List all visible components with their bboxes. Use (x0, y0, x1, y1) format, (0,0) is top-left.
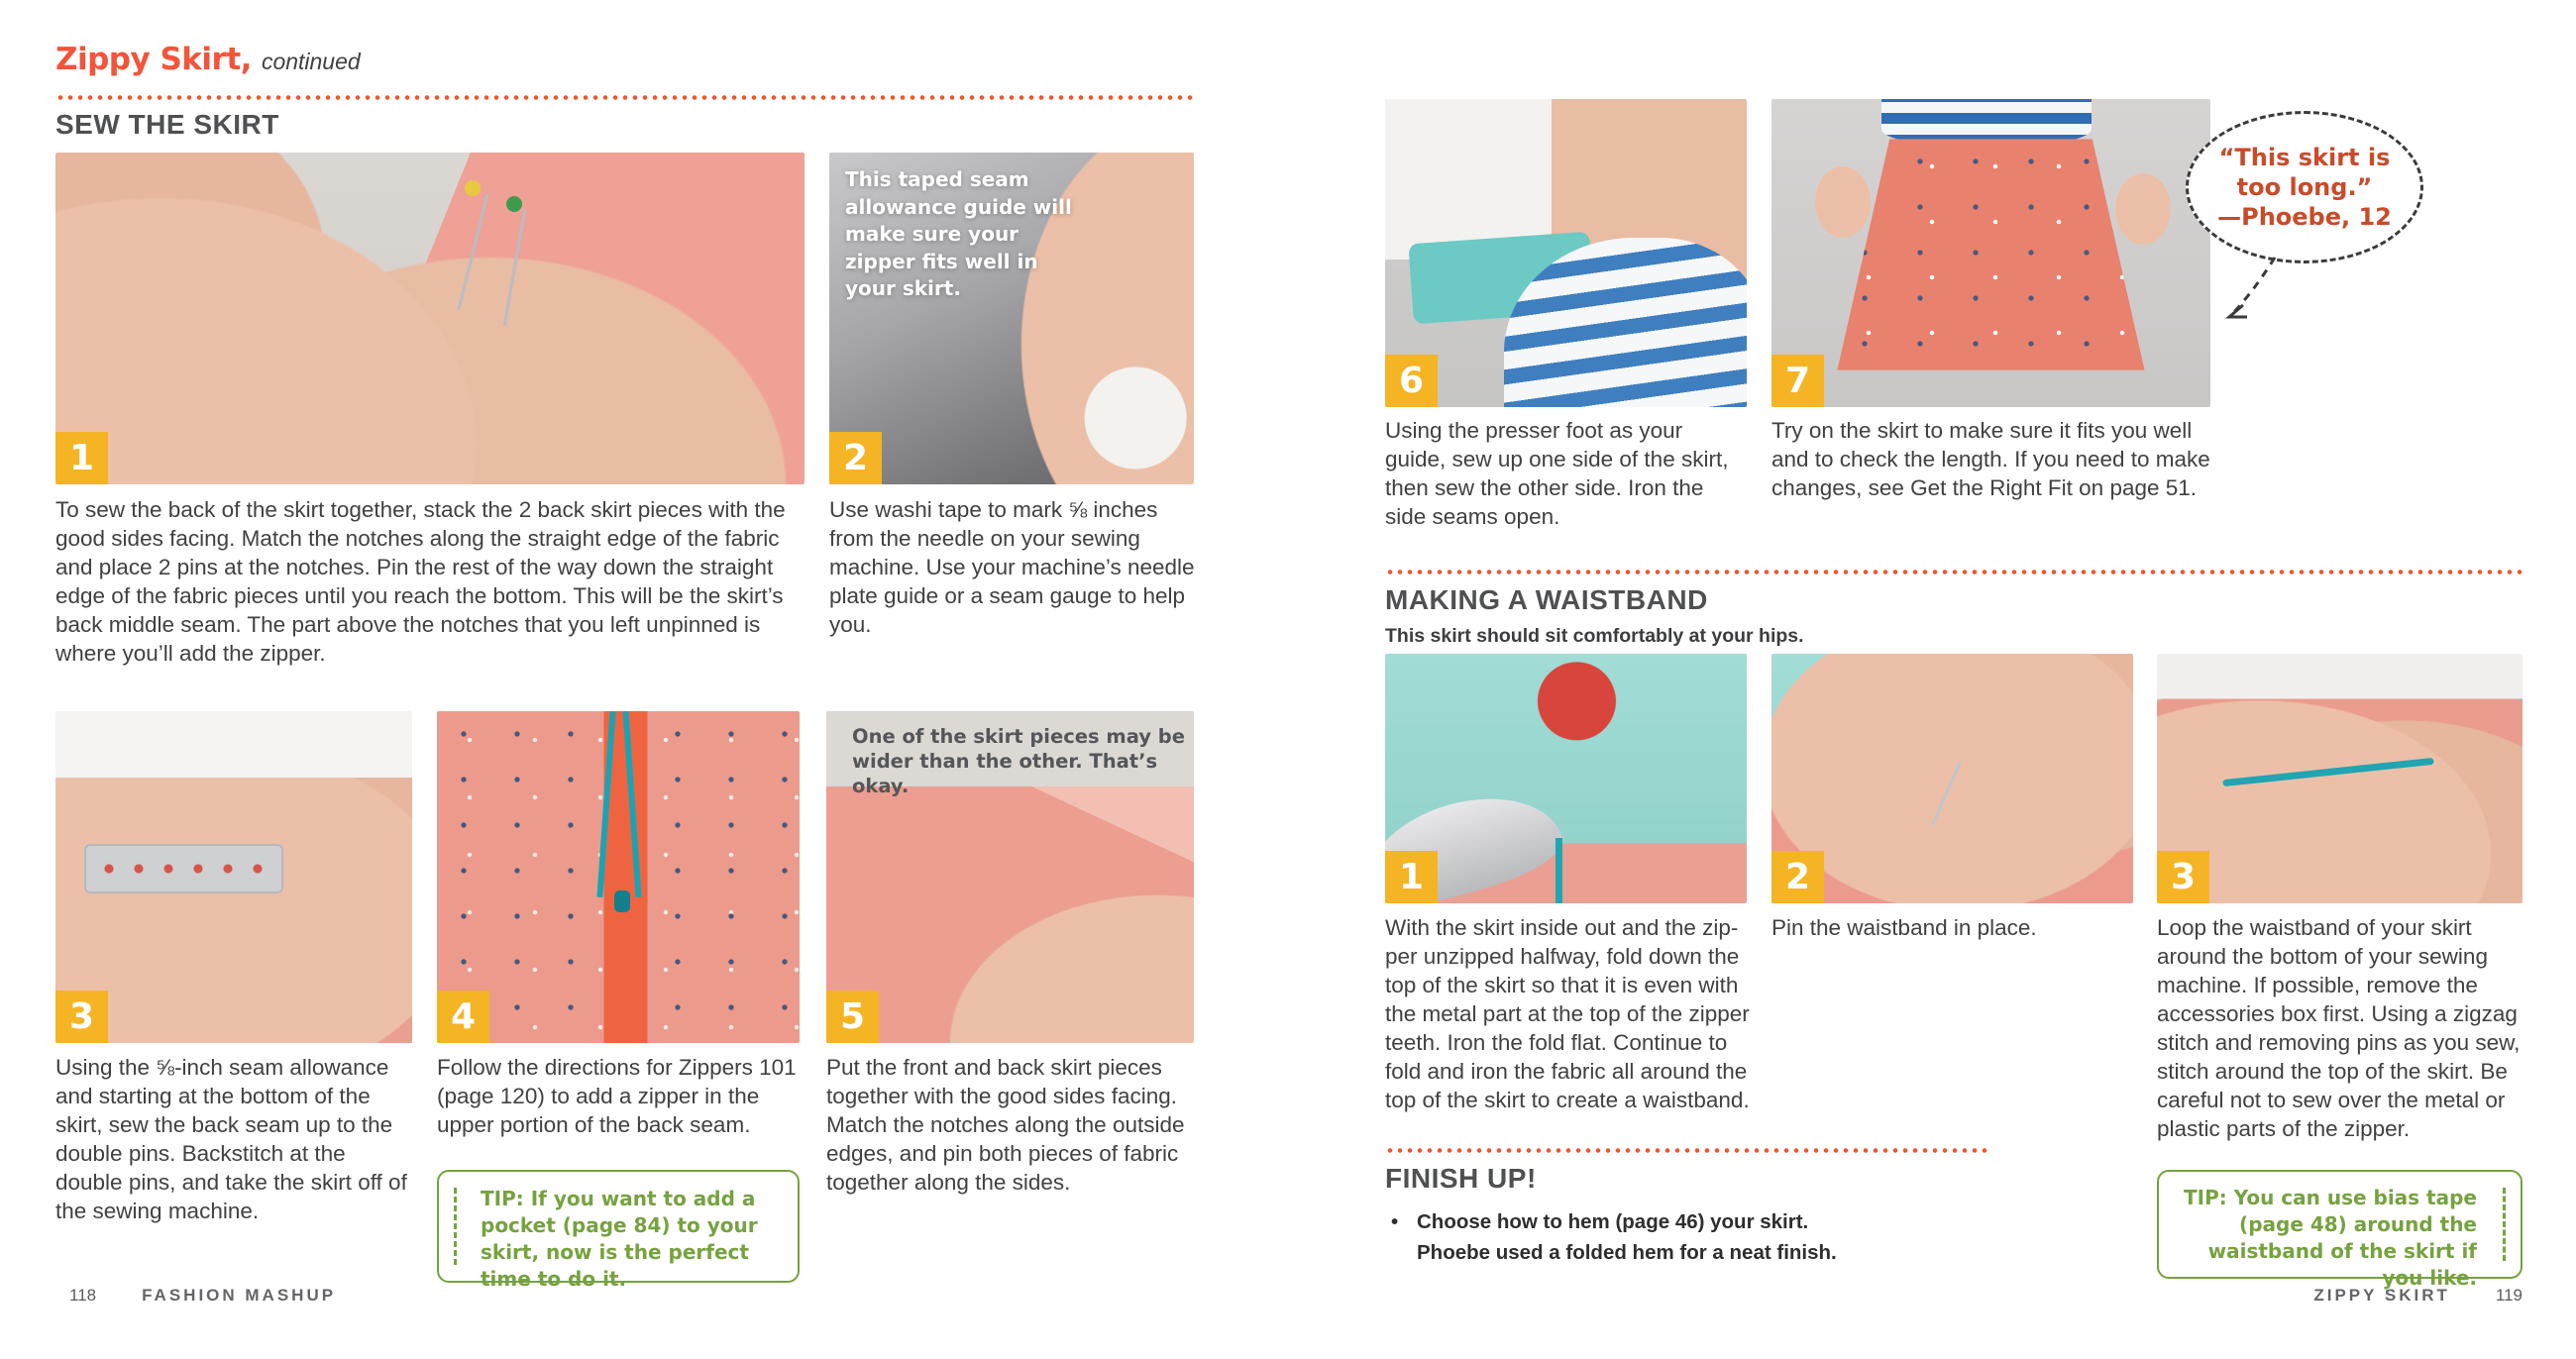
hand-shape (1815, 166, 1871, 238)
zipper-tape-shape (597, 711, 616, 897)
book-title: FASHION MASHUP (142, 1286, 337, 1305)
chapter-continued-label: continued (261, 49, 361, 74)
step-7-text: Try on the skirt to make sure it fits you well and to check the length. If you need to make changes, see Get the Right Fit on page 51. (1771, 418, 2210, 500)
finish-line-1: Choose how to hem (page 46) your skirt. (1417, 1210, 1809, 1233)
photo-step-6-sewing-sides (1385, 99, 1747, 407)
chapter-footer-title: ZIPPY SKIRT (2313, 1286, 2450, 1305)
step-badge: 4 (437, 991, 489, 1043)
tip-label: TIP: (2183, 1186, 2227, 1209)
page-number: 119 (2495, 1286, 2522, 1305)
striped-shirt-shape (1881, 99, 2093, 146)
photo-waistband-2-pinning (1771, 654, 2133, 903)
step-badge: 6 (1385, 355, 1438, 407)
zipper-shape (2223, 758, 2435, 786)
step-badge: 3 (55, 991, 108, 1043)
section-title-making-a-waistband: MAKING A WAISTBAND (1385, 584, 1708, 615)
photo-caption-bar: One of the skirt pieces may be wider than the other. That’s okay. (826, 711, 1194, 786)
step-badge: 2 (1771, 851, 1824, 903)
dotted-divider (55, 95, 1194, 100)
step-6-text: Using the presser foot as your guide, sew up one side of the skirt, then sew the other side. Iron the side seams open. (1385, 418, 1729, 529)
tip-text (2180, 1185, 2477, 1292)
chapter-title: Zippy Skirt, (55, 42, 252, 77)
speech-line: —Phoebe, 12 (2217, 203, 2392, 231)
photo-waistband-3-stitching (2157, 654, 2522, 903)
zipper-tape-shape (622, 711, 641, 897)
bullet-icon: • (1391, 1210, 1399, 1233)
pin-shape (503, 209, 527, 327)
section-title-finish-up: FINISH UP! (1385, 1163, 1537, 1194)
step-badge: 1 (1385, 851, 1438, 903)
pin-shape (458, 193, 489, 309)
photo-step-4-zipper (437, 711, 800, 1043)
zipper-pull-shape (614, 890, 630, 912)
speech-line: “This skirt is (2218, 144, 2391, 171)
coral-skirt-shape (1837, 139, 2144, 369)
photo-step-5-stacked-pieces (826, 711, 1194, 1043)
step-badge: 7 (1771, 355, 1824, 407)
dotted-divider (1385, 1148, 1991, 1153)
tip-text (481, 1186, 780, 1293)
speech-bubble (2186, 111, 2423, 263)
photo-step-7-try-on-skirt (1771, 99, 2210, 407)
footer-right (2313, 1286, 2522, 1306)
photo-step-3-sewing-seam (55, 711, 412, 1043)
page-number: 118 (69, 1286, 97, 1305)
step-5-text: Put the front and back skirt pieces together with the good sides facing. Match the notches along the outside edges, and pin both pieces of fabric together along the sides. (826, 1055, 1185, 1195)
finish-bullet-line (1391, 1206, 2025, 1237)
tip-dashed-rule (454, 1188, 457, 1265)
dotted-divider (1385, 570, 2522, 575)
pin-head-green-shape (506, 196, 522, 212)
tip-label: TIP: (481, 1187, 524, 1210)
photo-step-1-pinning-fabric (55, 153, 805, 484)
pin-shape (1931, 761, 1962, 825)
waistband-subtitle: This skirt should sit comfortably at your hips. (1385, 625, 1804, 647)
step-4-text: Follow the directions for Zippers 101 (page 120) to add a zipper in the upper portion of the back seam. (437, 1055, 797, 1137)
tip-body: You can use bias tape (page 48) around the waistband of the skirt if you like. (2207, 1186, 2477, 1290)
step-badge: 3 (2157, 851, 2209, 903)
zipper-shape (1556, 838, 1562, 903)
waistband-step-2-text: Pin the waistband in place. (1771, 915, 2037, 940)
page-header (55, 42, 361, 77)
pin-head-yellow-shape (465, 180, 481, 196)
photo-step-2-washi-tape (829, 153, 1194, 484)
step-badge: 5 (826, 991, 879, 1043)
speech-bubble-tail-icon (2217, 256, 2295, 327)
footer-left (69, 1286, 336, 1306)
finish-line-2: Phoebe used a folded hem for a neat finish. (1417, 1241, 1837, 1264)
step-1-text: To sew the back of the skirt together, stack the 2 back skirt pieces with the good sides facing. Match the notches along the straight edge of the fabric and place 2 pins at the notches. Pin the rest of the way down the straight edge of the fabric pieces until you reach the bottom. This will be the skirt’s back middle seam. The part above the notches that you left unpinned is where you’ll add the zipper. (55, 497, 786, 666)
finish-up-list (1391, 1206, 2025, 1268)
tip-box-bias-tape (2157, 1170, 2522, 1290)
tip-dashed-rule (2503, 1188, 2506, 1261)
photo-caption-overlay: This taped seam allowance guide will make sure your zipper fits well in your skirt. (845, 167, 1072, 300)
step-3-text: Using the ⅝-inch seam allowance and starting at the bottom of the skirt, sew the back seam up to the double pins. Backstitch at the double pins, and take the skirt off of the sewing machine. (55, 1055, 407, 1223)
photo-waistband-1-ironing (1385, 654, 1747, 903)
step-2-text: Use washi tape to mark ⅝ inches from the needle on your sewing machine. Use your machine’s needle plate guide or a seam gauge to help you. (829, 497, 1195, 637)
step-badge: 2 (829, 432, 882, 484)
step-badge: 1 (55, 432, 108, 484)
tip-box-pocket (437, 1170, 800, 1291)
needle-plate-shape (84, 844, 284, 893)
hand-shape (2115, 173, 2171, 245)
tip-body: If you want to add a pocket (page 84) to your skirt, now is the perfect time to do it. (481, 1187, 758, 1291)
section-title-sew-the-skirt: SEW THE SKIRT (55, 109, 279, 140)
speech-line: too long.” (2236, 173, 2373, 201)
waistband-step-1-text: With the skirt inside out and the zip-per unzipped halfway, fold down the top of the skirt so that it is even with the metal part at the top of the zipper teeth. Iron the fold flat. Continue to fold and iron the fabric all around the top of the skirt to create a waistband. (1385, 915, 1750, 1112)
waistband-step-3-text: Loop the waistband of your skirt around the bottom of your sewing machine. If possible, remove the accessories box first. Using a zigzag stitch and removing pins as you sew, stitch around the top of the skirt. Be careful not to sew over the metal or plastic parts of the zipper. (2157, 915, 2521, 1141)
